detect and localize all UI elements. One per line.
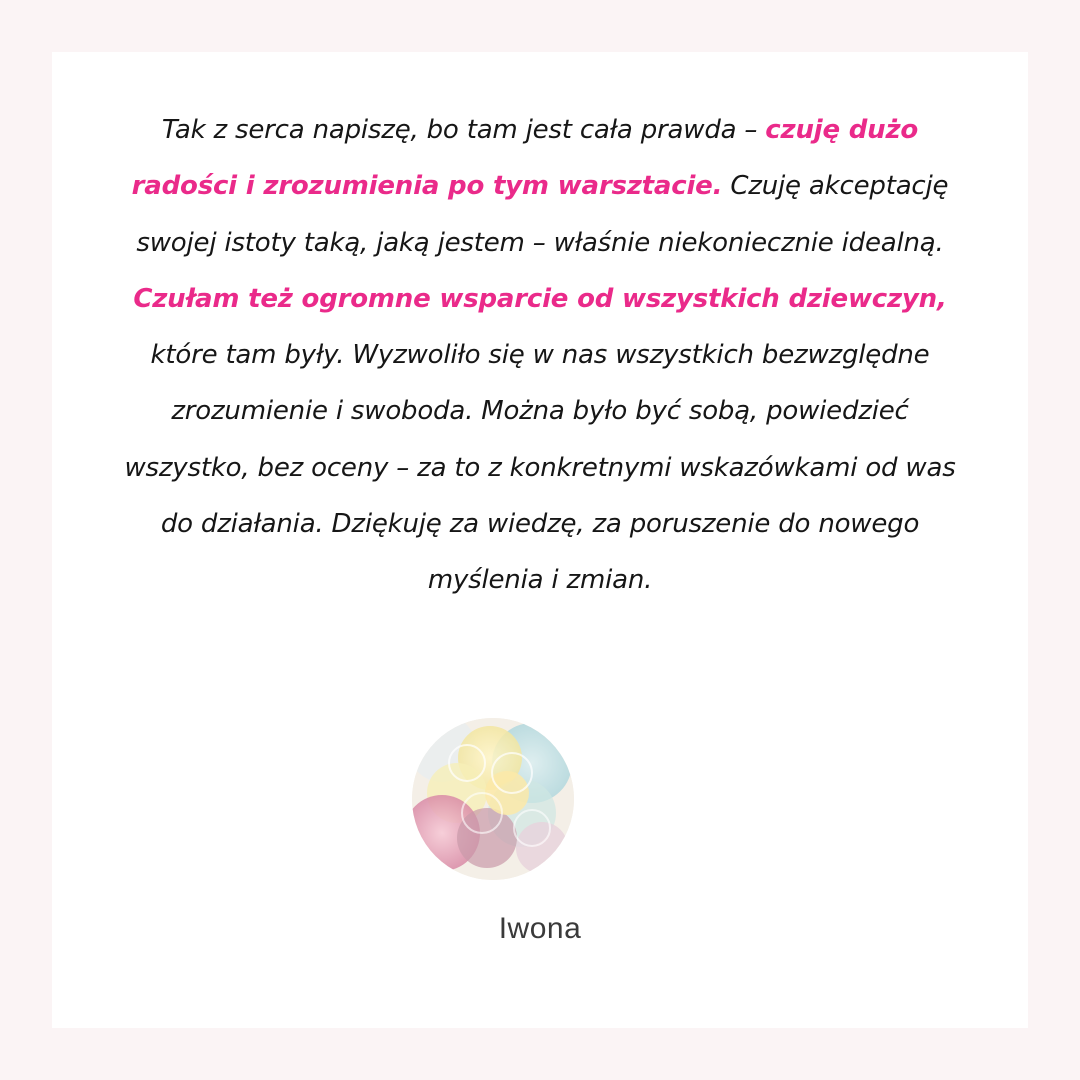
testimonial-card xyxy=(52,52,1028,1028)
quote-highlight: Czułam też ogromne wsparcie od wszystkich dziewczyn, xyxy=(133,283,947,314)
author-avatar xyxy=(412,718,574,880)
testimonial-quote xyxy=(112,102,968,609)
watercolor-circles-image xyxy=(412,718,574,880)
quote-highlight: czuję dużo radości i zrozumienia po tym warsztacie. xyxy=(131,115,919,202)
quote-segment: Czuję akceptację swojej istoty taką, jaką jestem – właśnie niekoniecznie idealną. xyxy=(136,171,949,258)
author-name: Iwona xyxy=(498,912,582,945)
quote-segment: które tam były. Wyzwoliło się w nas wszystkich bezwzględne zrozumienie i swoboda. Można było być sobą, powiedzieć wszystko, bez oceny – za to z konkretnymi wskazówkami od was do działania. Dziękuję za wiedzę, za poruszenie do nowego myślenia i zmian. xyxy=(124,340,956,596)
quote-segment: Tak z serca napiszę, bo tam jest cała prawda – xyxy=(161,115,766,145)
